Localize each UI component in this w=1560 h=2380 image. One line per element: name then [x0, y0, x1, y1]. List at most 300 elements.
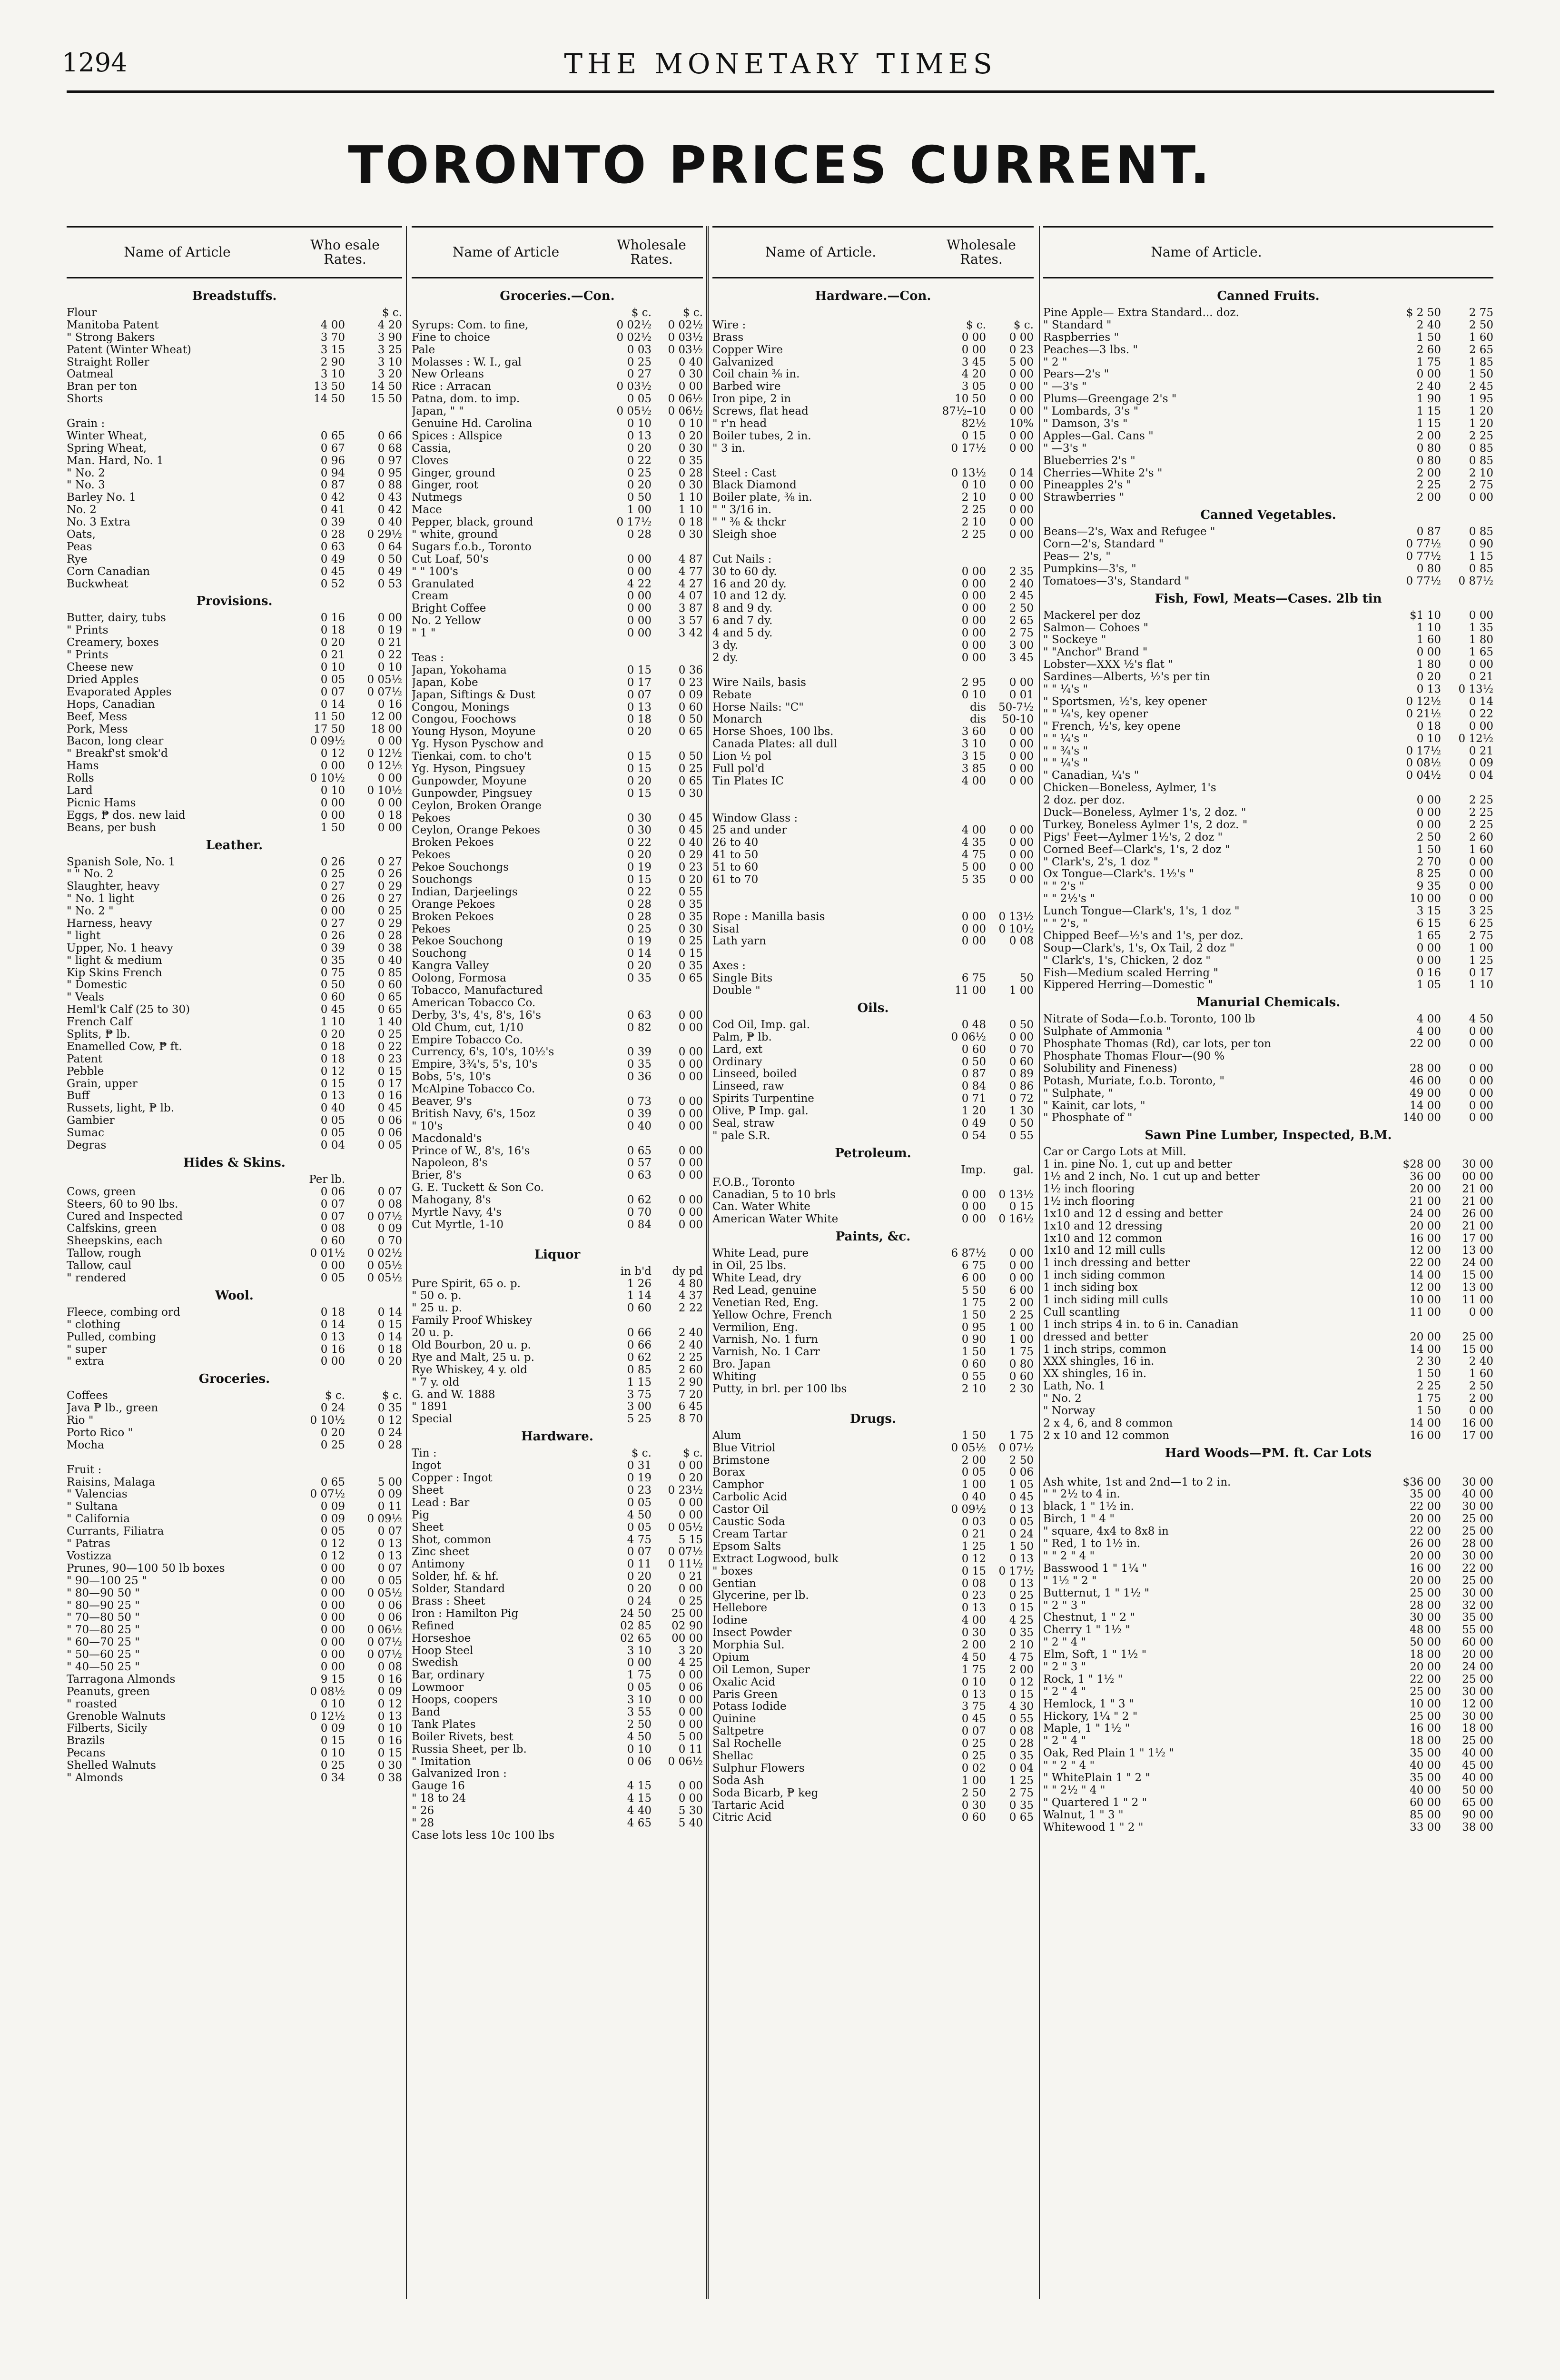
price-high: 2 50: [1009, 1454, 1034, 1467]
article-name: " rendered: [67, 1272, 126, 1285]
price-high: 0 00: [678, 1459, 703, 1472]
price-high: 2 50: [1469, 318, 1493, 331]
price-high: 0 00: [1469, 1111, 1493, 1124]
price-row: [412, 763, 703, 775]
price-high: 0 15: [377, 1747, 402, 1760]
article-name: " clothing: [67, 1319, 120, 1331]
article-name: 1 inch siding box: [1043, 1282, 1138, 1294]
price-low: 22 00: [1410, 1525, 1441, 1538]
price-high: 25 00: [1462, 1330, 1493, 1343]
price-high: 0 15: [377, 1065, 402, 1078]
price-row: [712, 1528, 1034, 1541]
price-row: [712, 1359, 1034, 1371]
price-row: [1043, 1051, 1493, 1063]
article-name: Varnish, No. 1 Carr: [712, 1346, 820, 1359]
price-row: [712, 467, 1034, 480]
article-name: New Orleans: [412, 368, 484, 381]
price-row: [1043, 610, 1493, 622]
price-low: 0 10½: [310, 772, 345, 785]
price-row: [1043, 307, 1493, 319]
price-row: [712, 406, 1034, 418]
price-high: [986, 886, 1034, 899]
article-name: XXX shingles, 16 in.: [1043, 1356, 1155, 1368]
price-low: 12 00: [1410, 1281, 1441, 1294]
price-low: 2 00: [1416, 429, 1441, 442]
article-name: " 2 " 4 ": [1043, 1636, 1086, 1649]
price-row: [1043, 646, 1493, 659]
price-low: [600, 541, 652, 554]
price-low: 4 22: [627, 577, 652, 590]
price-high: 0 40: [377, 954, 402, 967]
price-row: [412, 578, 703, 591]
price-high: 0 00: [1009, 1272, 1034, 1285]
price-high: 0 38: [377, 942, 402, 954]
price-low: 0 07: [320, 1198, 345, 1210]
price-low: 0 42: [320, 491, 345, 504]
price-high: 0 00: [678, 1046, 703, 1059]
price-row: [412, 1290, 703, 1302]
price-low: [1370, 1146, 1441, 1159]
price-row: [67, 1344, 402, 1356]
article-name: 2 doz. per doz.: [1043, 794, 1125, 807]
price-low: 0 12: [961, 1552, 986, 1565]
article-name: Sheet: [412, 1521, 444, 1534]
price-row: [412, 1046, 703, 1059]
price-high: 25 00: [1462, 1513, 1493, 1526]
article-name: " " 100's: [412, 565, 458, 578]
price-row: [67, 674, 402, 686]
price-low: 18 00: [1410, 1648, 1441, 1661]
price-row: [1043, 1245, 1493, 1257]
price-low: 0 00: [627, 602, 652, 615]
price-high: 0 15: [1009, 1200, 1034, 1213]
article-name: Pekoe Souchong: [412, 935, 504, 948]
price-low: [929, 664, 986, 677]
article-name: Refined: [412, 1620, 454, 1632]
price-high: 0 88: [377, 479, 402, 492]
price-low: 0 13: [627, 701, 652, 714]
price-row: [412, 960, 703, 972]
price-high: 2 22: [678, 1302, 703, 1315]
price-row: [1043, 1760, 1493, 1772]
price-row: [1043, 1331, 1493, 1344]
price-low: 4 50: [627, 1508, 652, 1521]
price-low: 0 84: [627, 1218, 652, 1231]
price-high: 2 00: [1469, 1392, 1493, 1405]
article-name: Cows, green: [67, 1186, 136, 1198]
article-name: [712, 1164, 929, 1177]
price-high: 0 00: [678, 1780, 703, 1793]
article-name: Canadian, 5 to 10 brls: [712, 1189, 836, 1201]
article-name: Boiler Rivets, best: [412, 1731, 513, 1743]
price-row: [67, 1464, 402, 1477]
price-low: [929, 455, 986, 467]
price-high: 50 00: [1462, 1784, 1493, 1796]
price-high: 13 00: [1462, 1244, 1493, 1257]
price-row: [67, 1501, 402, 1513]
price-high: 0 00: [1009, 824, 1034, 837]
price-row: [67, 443, 402, 455]
price-high: [652, 997, 703, 1010]
article-name: Palm, ₱ lb.: [712, 1031, 772, 1043]
price-high: 30 00: [1462, 1476, 1493, 1488]
price-low: 0 45: [961, 1713, 986, 1726]
price-high: 11 00: [1462, 1294, 1493, 1307]
price-high: 0 16: [377, 1673, 402, 1686]
column-header: [412, 226, 703, 278]
price-row: [712, 886, 1034, 899]
price-low: 0 77½: [1406, 550, 1441, 563]
price-row: [712, 492, 1034, 504]
price-row: [712, 960, 1034, 972]
article-name: 16 and 20 dy.: [712, 578, 787, 590]
price-high: [652, 738, 703, 751]
price-low: 1 50: [320, 821, 345, 834]
price-high: 0 00: [678, 1071, 703, 1083]
price-low: 0 22: [627, 885, 652, 898]
price-low: 0 04: [320, 1139, 345, 1151]
price-high: 2 75: [1009, 1786, 1034, 1799]
price-row: [712, 1031, 1034, 1044]
article-name: Beans, per bush: [67, 822, 157, 834]
price-high: 2 25: [1469, 429, 1493, 442]
price-row: [67, 1526, 402, 1538]
article-name: " WhitePlain 1 " 2 ": [1043, 1772, 1150, 1784]
price-row: [412, 1793, 703, 1805]
price-high: 0 03½: [668, 343, 703, 356]
price-row: [712, 1627, 1034, 1639]
price-low: 0 85: [627, 1363, 652, 1376]
price-low: 14 00: [1410, 1099, 1441, 1112]
price-row: [712, 702, 1034, 714]
price-high: 4 25: [1009, 1614, 1034, 1627]
price-row: [412, 1608, 703, 1620]
price-low: 0 65: [627, 1144, 652, 1157]
price-row: [412, 627, 703, 640]
article-name: Flour: [67, 307, 97, 319]
price-low: 0 20: [627, 1583, 652, 1596]
price-high: 0 10: [678, 417, 703, 430]
price-low: 0 05½: [951, 1441, 986, 1454]
article-name: Walnut, 1 " 3 ": [1043, 1809, 1124, 1821]
price-row: [67, 881, 402, 893]
price-low: 0 22: [627, 454, 652, 467]
price-low: 0 10½: [310, 1414, 345, 1427]
article-name: Oak, Red Plain 1 " 1½ ": [1043, 1747, 1174, 1760]
article-name: [712, 1396, 929, 1408]
column-header-name: Name of Article: [124, 244, 231, 260]
price-high: 16 00: [1462, 1417, 1493, 1429]
price-high: 0 85: [1469, 526, 1493, 538]
article-name: 6 and 7 dy.: [712, 615, 773, 627]
price-high: 0 21: [1469, 744, 1493, 757]
article-name: Pekoe Souchongs: [412, 862, 509, 874]
price-low: 4 75: [627, 1533, 652, 1546]
price-row: [67, 1698, 402, 1711]
price-low: [600, 1133, 652, 1145]
price-low: 0 50: [320, 979, 345, 992]
price-high: 0 00: [1009, 836, 1034, 849]
price-high: 0 49: [377, 565, 402, 578]
price-row: [712, 1309, 1034, 1322]
price-high: 0 95: [377, 466, 402, 479]
price-high: 0 00: [1469, 658, 1493, 671]
price-high: [345, 406, 402, 418]
price-row: [412, 1669, 703, 1682]
price-low: 0 12½: [310, 1710, 345, 1723]
price-low: dis: [970, 701, 986, 714]
price-high: 0 10½: [998, 922, 1034, 935]
article-name: Ingot: [412, 1460, 441, 1472]
article-name: No. 3 Extra: [67, 516, 130, 529]
price-row: [712, 1272, 1034, 1285]
price-high: 0 18: [377, 809, 402, 822]
price-high: 0 24: [1009, 1527, 1034, 1540]
price-high: 0 20: [678, 873, 703, 886]
price-high: 0 00: [1469, 609, 1493, 622]
article-name: Potass Iodide: [712, 1701, 787, 1713]
article-name: " extra: [67, 1356, 104, 1368]
price-row: [712, 603, 1034, 615]
price-row: [1043, 1038, 1493, 1051]
article-name: Chestnut, 1 " 2 ": [1043, 1612, 1135, 1624]
price-row: [412, 1389, 703, 1401]
price-row: [67, 1199, 402, 1211]
price-high: 0 13: [377, 1537, 402, 1550]
price-low: 20 00: [1410, 1549, 1441, 1562]
article-name: Oil Lemon, Super: [712, 1664, 810, 1676]
article-name: 1 inch strips 4 in. to 6 in. Canadian: [1043, 1319, 1239, 1331]
price-low: 4 75: [961, 849, 986, 862]
price-high: 0 02½: [367, 1247, 402, 1260]
price-row: [1043, 930, 1493, 942]
price-high: 2 40: [1469, 1355, 1493, 1368]
price-low: 0 18: [1416, 720, 1441, 733]
article-name: Creamery, boxes: [67, 637, 159, 649]
price-low: 0 40: [320, 1102, 345, 1115]
price-low: 5 00: [961, 861, 986, 874]
price-low: 12 00: [1410, 1244, 1441, 1257]
price-low: 0 10: [627, 417, 652, 430]
article-name: " 80—90 50 ": [67, 1587, 140, 1599]
price-low: 30 00: [1410, 1611, 1441, 1624]
article-name: Tallow, caul: [67, 1260, 132, 1272]
price-row: [1043, 1649, 1493, 1661]
price-high: 0 00: [377, 612, 402, 625]
price-row: [412, 1756, 703, 1768]
article-name: Grenoble Walnuts: [67, 1710, 166, 1723]
price-row: [412, 381, 703, 393]
price-high: 2 25: [1469, 794, 1493, 807]
price-row: [412, 1339, 703, 1352]
article-name: Patent (Winter Wheat): [67, 344, 191, 356]
article-name: 1 inch dressing and better: [1043, 1257, 1190, 1269]
article-name: " —3's ": [1043, 442, 1087, 455]
article-name: Black Diamond: [712, 479, 797, 492]
price-high: dy pd: [672, 1265, 703, 1278]
article-name: " 70—80 25 ": [67, 1624, 140, 1636]
price-low: 0 20: [627, 849, 652, 862]
article-name: Rolls: [67, 773, 94, 785]
section-heading: Hides & Skins.: [183, 1155, 286, 1170]
article-name: Gunpowder, Pingsuey: [412, 787, 533, 800]
price-low: 4 35: [961, 836, 986, 849]
price-high: [345, 1174, 402, 1186]
article-name: Ginger, root: [412, 479, 478, 492]
price-high: 0 21: [678, 1570, 703, 1583]
article-name: " No. 2 ": [67, 905, 114, 918]
price-high: 0 22: [1469, 707, 1493, 720]
price-high: 25 00: [1462, 1735, 1493, 1747]
price-row: [412, 1633, 703, 1645]
article-name: Shot, common: [412, 1534, 492, 1546]
price-row: [712, 516, 1034, 529]
price-row: [1043, 881, 1493, 893]
price-high: 25 00: [1462, 1673, 1493, 1686]
price-low: 0 75: [320, 966, 345, 979]
price-low: 0 20: [320, 636, 345, 649]
article-name: " 80—90 25 ": [67, 1599, 140, 1612]
price-high: 0 00: [377, 772, 402, 785]
article-name: Yellow Ochre, French: [712, 1309, 832, 1321]
price-high: 0 00: [1469, 1025, 1493, 1038]
price-low: 1 20: [961, 1105, 986, 1118]
section-heading: Hardware.: [521, 1429, 593, 1444]
article-name: Spirits Turpentine: [712, 1093, 814, 1105]
price-row: [712, 1442, 1034, 1455]
article-name: " No. 3: [67, 479, 105, 492]
price-high: 0 36: [678, 664, 703, 676]
price-high: 0 25: [678, 1595, 703, 1607]
article-name: " 2 " 4 ": [1043, 1686, 1086, 1698]
price-low: 1 50: [1416, 843, 1441, 856]
price-low: 0 13: [961, 1602, 986, 1615]
price-row: [712, 1800, 1034, 1812]
article-name: Shorts: [67, 393, 103, 406]
price-high: 1 80: [1469, 634, 1493, 646]
article-name: [712, 307, 929, 319]
price-row: [67, 992, 402, 1004]
price-high: 0 00: [678, 1021, 703, 1034]
price-low: 3 10: [961, 738, 986, 751]
price-low: 0 00: [627, 565, 652, 578]
price-high: [652, 1034, 703, 1047]
price-row: [412, 590, 703, 603]
price-low: 0 45: [320, 565, 345, 578]
price-row: [712, 1346, 1034, 1359]
price-row: [412, 1145, 703, 1158]
price-row: [1043, 1196, 1493, 1208]
price-row: [712, 1726, 1034, 1738]
price-row: [67, 785, 402, 797]
article-name: Lath, No. 1: [1043, 1380, 1106, 1393]
price-low: [1370, 1051, 1441, 1063]
price-low: 1 75: [961, 1663, 986, 1676]
price-row: [67, 1686, 402, 1698]
article-name: Kangra Valley: [412, 960, 489, 972]
article-name: " " ¾'s ": [1043, 745, 1088, 757]
article-name: Lowmoor: [412, 1682, 464, 1694]
article-name: Extract Logwood, bulk: [712, 1553, 839, 1565]
price-high: 0 20: [678, 1472, 703, 1485]
price-high: 0 50: [1009, 1018, 1034, 1031]
price-row: [67, 541, 402, 554]
section-heading: Hardware.—Con.: [815, 289, 931, 303]
price-low: 4 15: [627, 1792, 652, 1805]
article-name: 41 to 50: [712, 849, 759, 862]
price-low: 0 09: [320, 1513, 345, 1526]
price-low: [929, 886, 986, 899]
article-name: Tin Plates IC: [712, 775, 784, 787]
price-row: [67, 612, 402, 625]
price-low: 0 05: [320, 1272, 345, 1285]
price-high: [986, 788, 1034, 800]
price-high: 0 17½: [998, 1565, 1034, 1577]
price-row: [1043, 393, 1493, 406]
article-name: " Veals: [67, 992, 104, 1004]
price-low: 0 11: [627, 1558, 652, 1571]
article-name: Birch, 1 " 4 ": [1043, 1513, 1115, 1526]
article-name: Grain :: [67, 418, 105, 430]
price-row: [412, 615, 703, 627]
price-row: [712, 1763, 1034, 1775]
price-row: [67, 1066, 402, 1078]
price-row: [712, 1189, 1034, 1201]
price-high: 0 00: [678, 1120, 703, 1132]
article-name: Steers, 60 to 90 lbs.: [67, 1198, 178, 1210]
price-low: 22 00: [1410, 1257, 1441, 1269]
price-high: 1 10: [1469, 979, 1493, 992]
price-high: 5 00: [678, 1730, 703, 1743]
article-name: Hemlock, 1 " 3 ": [1043, 1698, 1134, 1710]
price-row: [1043, 455, 1493, 467]
price-row: [1043, 770, 1493, 782]
article-name: 10 and 12 dy.: [712, 590, 787, 603]
price-high: 40 00: [1462, 1747, 1493, 1760]
price-low: 0 00: [1416, 368, 1441, 381]
article-name: Filberts, Sicily: [67, 1723, 148, 1735]
price-high: 4 07: [678, 590, 703, 603]
price-row: [712, 1130, 1034, 1142]
article-name: G. E. Tuckett & Son Co.: [412, 1182, 544, 1194]
price-high: 0 00: [1009, 1247, 1034, 1260]
price-high: 1 75: [1009, 1429, 1034, 1442]
article-name: Blueberries 2's ": [1043, 455, 1135, 467]
price-row: [712, 1285, 1034, 1297]
price-high: 0 00: [1009, 849, 1034, 862]
article-name: Linseed, raw: [712, 1081, 784, 1093]
article-name: Kippered Herring—Domestic ": [1043, 979, 1213, 992]
price-low: 2 50: [961, 1786, 986, 1799]
price-row: [1043, 721, 1493, 733]
price-low: 3 00: [627, 1400, 652, 1413]
article-name: " white, ground: [412, 529, 498, 541]
price-low: 0 03½: [616, 380, 652, 393]
price-row: [712, 615, 1034, 627]
price-high: 4 27: [678, 577, 703, 590]
price-low: 4 00: [961, 1614, 986, 1627]
article-name: Calfskins, green: [67, 1223, 157, 1235]
article-name: " r'n head: [712, 418, 767, 430]
article-name: Russia Sheet, per lb.: [412, 1743, 527, 1755]
price-low: 0 27: [627, 368, 652, 381]
price-row: [67, 1587, 402, 1600]
price-low: 40 00: [1410, 1759, 1441, 1772]
price-high: [986, 455, 1034, 467]
price-high: 4 37: [678, 1289, 703, 1302]
price-row: [412, 923, 703, 936]
price-high: 0 50: [678, 750, 703, 763]
